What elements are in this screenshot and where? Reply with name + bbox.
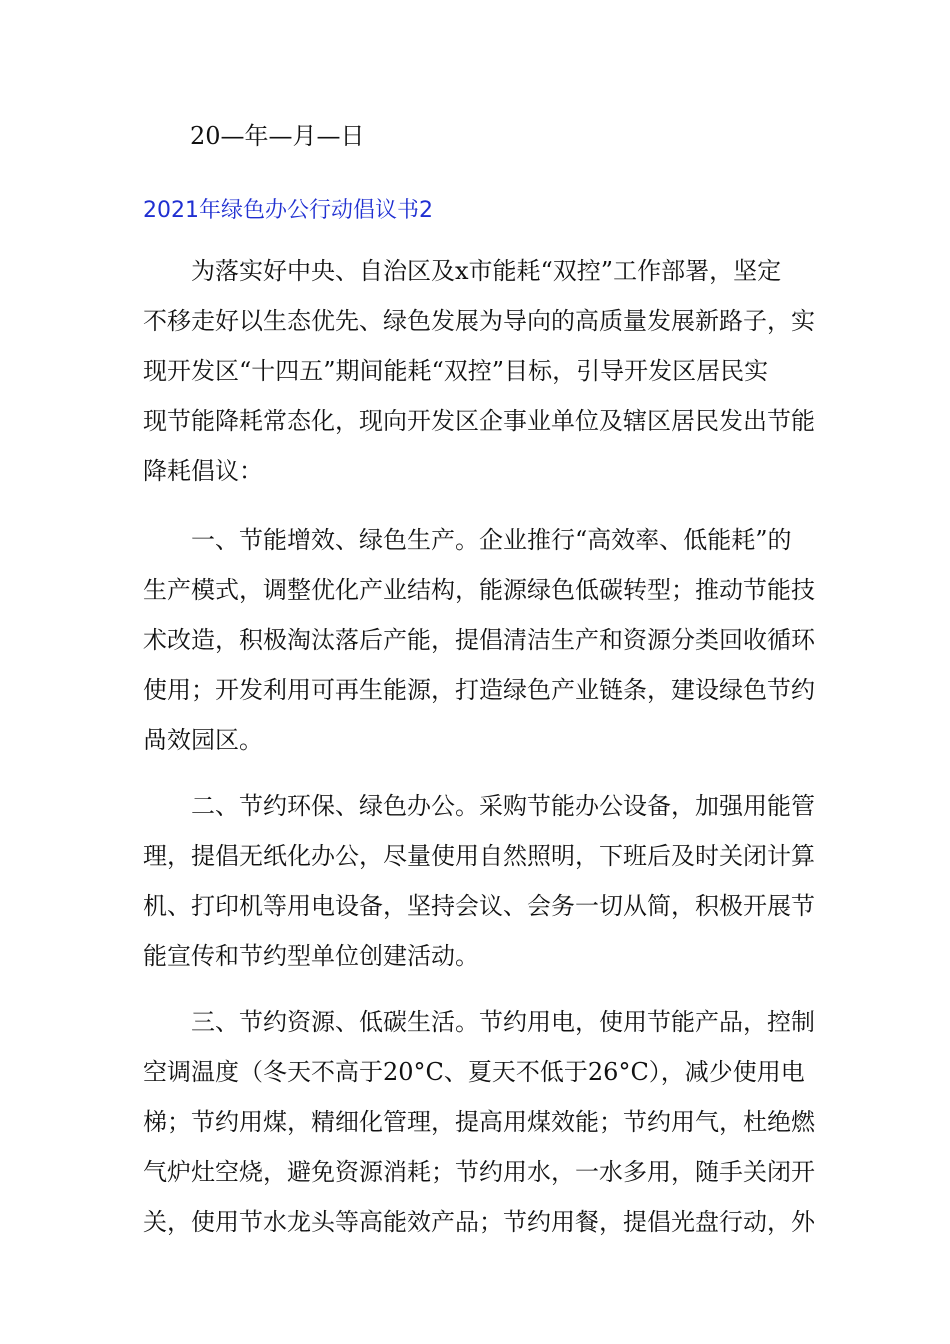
paragraph-line: 气炉灶空烧，避免资源消耗；节约用水，一水多用，随手关闭开 [143, 1158, 815, 1186]
paragraph-line: 关，使用节水龙头等高能效产品；节约用餐，提倡光盘行动，外 [143, 1208, 815, 1236]
paragraph-green-office [143, 781, 815, 981]
paragraph-line: 现节能降耗常态化，现向开发区企事业单位及辖区居民发出节能 [143, 407, 815, 435]
paragraph-line: 降耗倡议： [143, 457, 263, 485]
paragraph-line: 不移走好以生态优先、绿色发展为导向的高质量发展新路子，实 [143, 307, 815, 335]
date-line: 20—年—月—日 [190, 122, 365, 150]
paragraph-line: 术改造，积极淘汰落后产能，提倡清洁生产和资源分类回收循环 [143, 626, 815, 654]
paragraph-line: 咼效园区。 [143, 726, 263, 754]
paragraph-intro [143, 246, 815, 496]
document-heading: 2021年绿色办公行动倡议书2 [143, 198, 433, 223]
paragraph-line: 一、节能增效、绿色生产。企业推行“高效率、低能耗”的 [191, 526, 792, 554]
paragraph-line: 使用；开发利用可再生能源，打造绿色产业链条，建设绿色节约 [143, 676, 815, 704]
paragraph-line: 能宣传和节约型单位创建活动。 [143, 942, 479, 970]
paragraph-green-production [143, 515, 815, 765]
paragraph-line: 生产模式，调整优化产业结构，能源绿色低碳转型；推动节能技 [143, 576, 815, 604]
paragraph-line: 为落实好中央、自治区及x市能耗“双控”工作部署，坚定 [191, 257, 782, 285]
paragraph-line: 理，提倡无纸化办公，尽量使用自然照明，下班后及时关闭计算 [143, 842, 815, 870]
paragraph-low-carbon-life [143, 997, 815, 1247]
paragraph-line: 机、打印机等用电设备，坚持会议、会务一切从简，积极开展节 [143, 892, 815, 920]
paragraph-line: 梯；节约用煤，精细化管理，提高用煤效能；节约用气，杜绝燃 [143, 1108, 815, 1136]
paragraph-line: 二、节约环保、绿色办公。采购节能办公设备，加强用能管 [191, 792, 815, 820]
paragraph-line: 三、节约资源、低碳生活。节约用电，使用节能产品，控制 [191, 1008, 815, 1036]
paragraph-line: 空调温度（冬天不高于20°C、夏天不低于26°C），减少使用电 [143, 1058, 805, 1086]
paragraph-line: 现开发区“十四五”期间能耗“双控”目标，引导开发区居民实 [143, 357, 769, 385]
